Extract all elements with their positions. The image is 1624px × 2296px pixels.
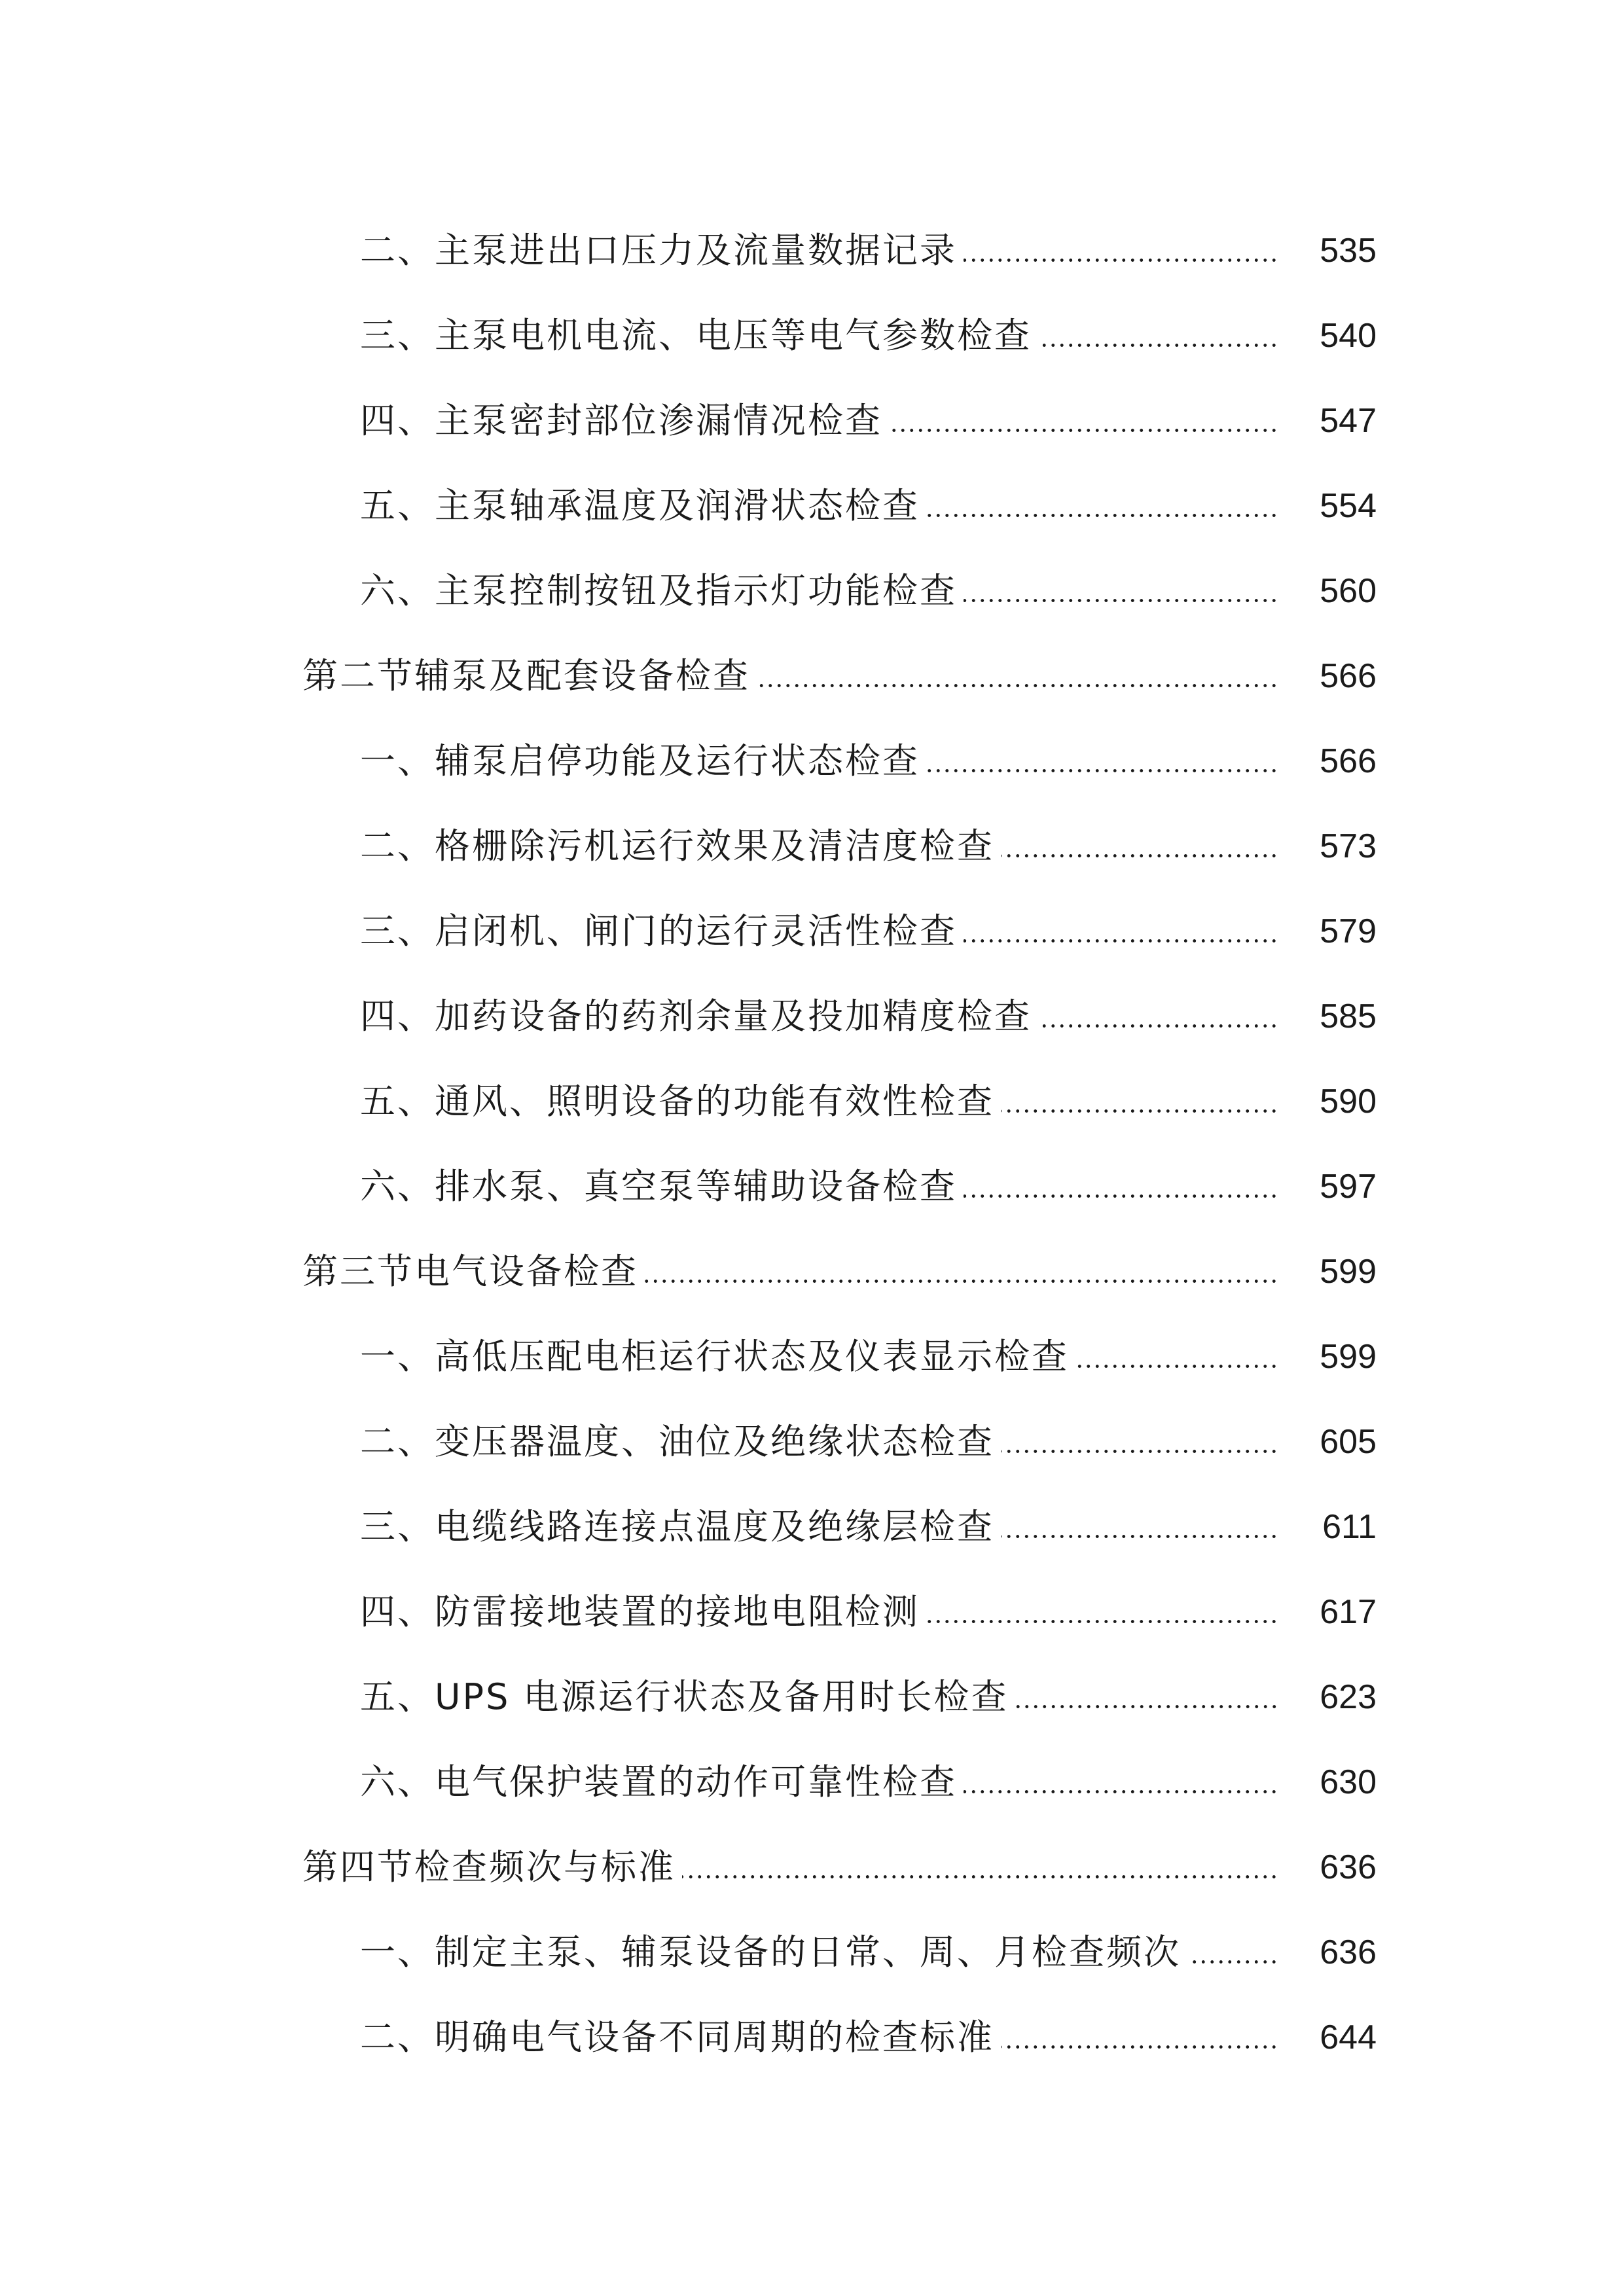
toc-entry-title: 五、通风、照明设备的功能有效性检查	[360, 1081, 994, 1122]
toc-entry[interactable]	[0, 719, 1624, 804]
toc-entry-title: 三、主泵电机电流、电压等电气参数检查	[360, 315, 1032, 356]
toc-dot-leader	[645, 1254, 1278, 1289]
toc-page-number: 535	[1320, 232, 1377, 270]
toc-page-number: 636	[1320, 1933, 1377, 1971]
toc-dot-leader	[964, 233, 1278, 268]
toc-page-number: 605	[1320, 1423, 1377, 1461]
toc-page-number: 554	[1320, 487, 1377, 525]
toc-page-number: 566	[1320, 657, 1377, 695]
toc-entry[interactable]	[0, 1314, 1624, 1399]
toc-entry[interactable]	[0, 378, 1624, 463]
toc-dot-leader	[682, 1850, 1278, 1885]
toc-page-number: 599	[1320, 1253, 1377, 1291]
toc-entry[interactable]	[0, 1144, 1624, 1229]
toc-section-title: 第四节检查频次与标准	[302, 1846, 676, 1888]
toc-page-number: 636	[1320, 1848, 1377, 1886]
toc-entry[interactable]	[0, 463, 1624, 548]
toc-section-entry[interactable]	[0, 634, 1624, 719]
toc-dot-leader	[1038, 318, 1278, 353]
toc-dot-leader	[889, 403, 1278, 439]
toc-page-number: 611	[1322, 1508, 1377, 1546]
toc-entry[interactable]	[0, 804, 1624, 889]
toc-entry-title: 二、明确电气设备不同周期的检查标准	[360, 2017, 994, 2058]
toc-entry[interactable]	[0, 974, 1624, 1059]
toc-entry[interactable]	[0, 1059, 1624, 1144]
toc-page-number: 599	[1320, 1338, 1377, 1376]
toc-page-number: 560	[1320, 572, 1377, 610]
toc-dot-leader	[1001, 829, 1278, 864]
toc-page-number: 566	[1320, 742, 1377, 780]
toc-entry-title: 五、主泵轴承温度及润滑状态检查	[360, 485, 920, 526]
toc-entry-title: 六、主泵控制按钮及指示灯功能检查	[360, 570, 957, 611]
toc-dot-leader	[964, 914, 1278, 949]
toc-page-number: 597	[1320, 1168, 1377, 1206]
toc-page-number: 590	[1320, 1083, 1377, 1121]
toc-entry-title: 四、加药设备的药剂余量及投加精度检查	[360, 996, 1032, 1037]
toc-page-number: 617	[1320, 1593, 1377, 1631]
toc-entry-title: 一、高低压配电柜运行状态及仪表显示检查	[360, 1336, 1069, 1377]
toc-dot-leader	[1075, 1339, 1278, 1374]
toc-dot-leader	[1001, 1424, 1278, 1460]
toc-page-number: 644	[1320, 2018, 1377, 2056]
toc-entry-title: 三、电缆线路连接点温度及绝缘层检查	[360, 1506, 994, 1547]
toc-entry-title: 一、辅泵启停功能及运行状态检查	[360, 740, 920, 781]
toc-page-number: 630	[1320, 1763, 1377, 1801]
toc-entry[interactable]	[0, 1484, 1624, 1570]
toc-page-number: 579	[1320, 912, 1377, 950]
toc-dot-leader	[1001, 2020, 1278, 2055]
toc-page-number: 540	[1320, 317, 1377, 355]
toc-entry[interactable]	[0, 1655, 1624, 1740]
toc-entry-title: 六、排水泵、真空泵等辅助设备检查	[360, 1166, 957, 1207]
toc-entry[interactable]	[0, 1910, 1624, 1995]
toc-entry-title: 四、主泵密封部位渗漏情况检查	[360, 400, 882, 441]
toc-page-number: 623	[1320, 1678, 1377, 1716]
toc-entry-title: 二、格栅除污机运行效果及清洁度检查	[360, 825, 994, 867]
toc-dot-leader	[926, 488, 1278, 524]
toc-entry[interactable]	[0, 1570, 1624, 1655]
toc-entry-title: 二、主泵进出口压力及流量数据记录	[360, 230, 957, 271]
toc-page-number: 573	[1320, 827, 1377, 865]
toc-entry[interactable]	[0, 208, 1624, 293]
toc-entry-title: 五、UPS 电源运行状态及备用时长检查	[360, 1676, 1009, 1717]
toc-entry-title: 三、启闭机、闸门的运行灵活性检查	[360, 910, 957, 952]
toc-dot-leader	[926, 744, 1278, 779]
toc-dot-leader	[1015, 1679, 1278, 1715]
toc-entry-title: 六、电气保护装置的动作可靠性检查	[360, 1761, 957, 1803]
toc-entry-title: 二、变压器温度、油位及绝缘状态检查	[360, 1421, 994, 1462]
toc-entry[interactable]	[0, 1740, 1624, 1825]
toc-section-title: 第三节电气设备检查	[302, 1251, 638, 1292]
toc-entry-title: 四、防雷接地装置的接地电阻检测	[360, 1591, 920, 1632]
toc-entry[interactable]	[0, 1399, 1624, 1484]
toc-dot-leader	[757, 658, 1278, 694]
toc-entry[interactable]	[0, 1995, 1624, 2080]
toc-page-number: 585	[1320, 997, 1377, 1035]
toc-entry[interactable]	[0, 889, 1624, 974]
toc-dot-leader	[964, 1765, 1278, 1800]
toc-dot-leader	[1001, 1509, 1278, 1545]
toc-section-title: 第二节辅泵及配套设备检查	[302, 655, 750, 696]
toc-dot-leader	[926, 1594, 1278, 1630]
toc-section-entry[interactable]	[0, 1825, 1624, 1910]
toc-entry[interactable]	[0, 548, 1624, 634]
toc-dot-leader	[1187, 1935, 1278, 1970]
toc-dot-leader	[1001, 1084, 1278, 1119]
toc-dot-leader	[964, 1169, 1278, 1204]
toc-section-entry[interactable]	[0, 1229, 1624, 1314]
toc-entry-title: 一、制定主泵、辅泵设备的日常、周、月检查频次	[360, 1931, 1181, 1973]
toc-dot-leader	[964, 573, 1278, 609]
toc-dot-leader	[1038, 999, 1278, 1034]
table-of-contents	[0, 208, 1624, 2080]
toc-page-number: 547	[1320, 402, 1377, 440]
toc-entry[interactable]	[0, 293, 1624, 378]
